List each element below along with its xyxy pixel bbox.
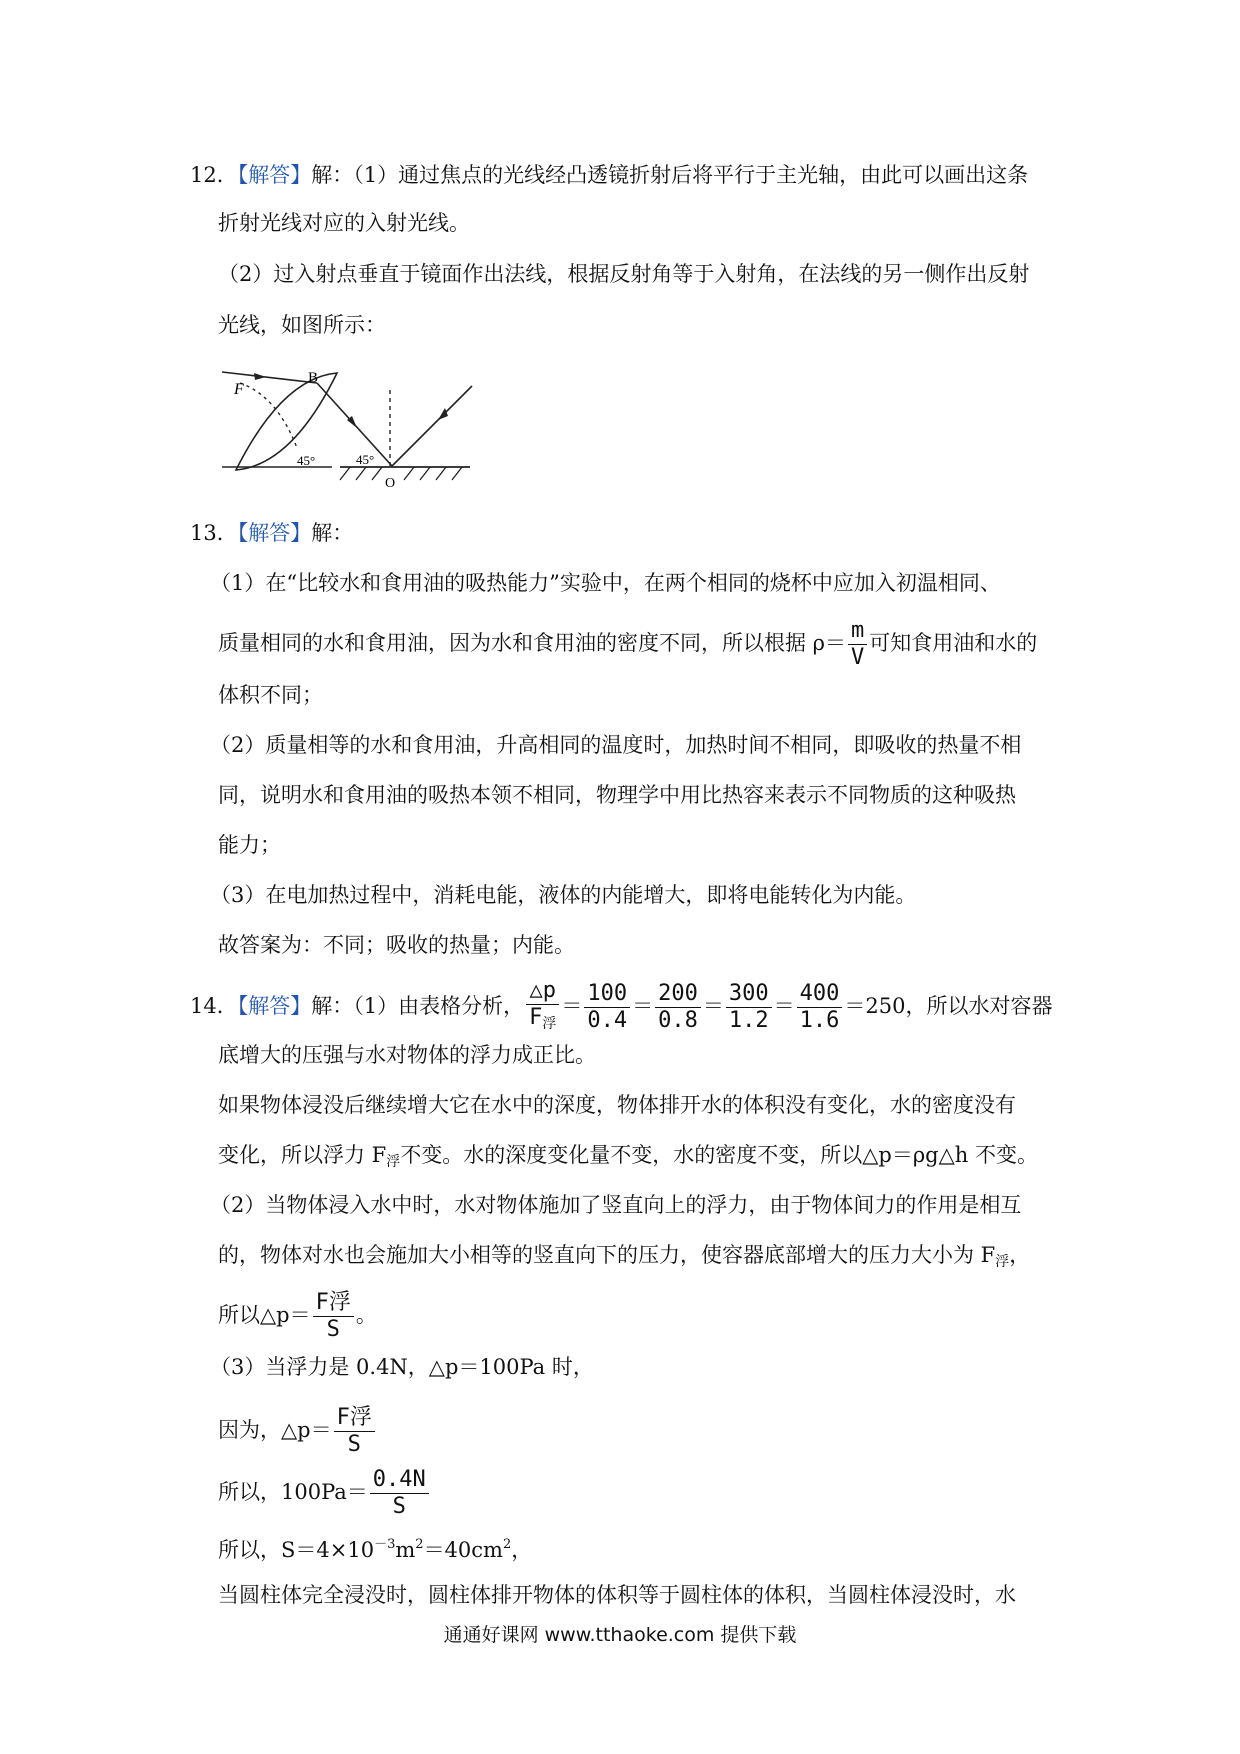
exponent-3: 2 bbox=[502, 1537, 512, 1552]
fraction-denominator: S bbox=[326, 1317, 340, 1342]
q14-line4-text-b: 不变。水的深度变化量不变，水的密度不变，所以△p＝ρg△h 不变。 bbox=[400, 1143, 1038, 1167]
q12-text: 解：（1）通过焦点的光线经凸透镜折射后将平行于主光轴，由此可以画出这条 bbox=[311, 163, 1029, 187]
q12-line2: 折射光线对应的入射光线。 bbox=[218, 211, 470, 235]
label-o: O bbox=[385, 476, 396, 488]
equals-sign: ＝ bbox=[702, 994, 724, 1018]
ratio-fraction-2 bbox=[655, 981, 701, 1034]
buoyancy-area-fraction-2 bbox=[334, 1405, 375, 1458]
label-b: B bbox=[308, 370, 319, 386]
q13-line7: （3）在电加热过程中，消耗电能，液体的内能增大，即将电能转化为内能。 bbox=[210, 883, 917, 907]
q13-line2 bbox=[218, 618, 1037, 671]
ratio-numerator: 400 bbox=[797, 981, 843, 1008]
fraction-numerator: F浮 bbox=[334, 1405, 375, 1432]
q14-number: 14． bbox=[190, 994, 238, 1018]
ratio-fraction-3 bbox=[726, 981, 772, 1034]
buoyancy-area-fraction bbox=[313, 1290, 354, 1343]
ratio-numerator: 100 bbox=[584, 981, 630, 1008]
q14-line1 bbox=[190, 978, 1052, 1037]
q14-line4-text-a: 变化，所以浮力 F bbox=[218, 1143, 387, 1167]
ratio-denominator: 1.2 bbox=[728, 1008, 769, 1033]
fraction-denominator: S bbox=[347, 1432, 361, 1457]
q13-answer-tag: 【解答】 bbox=[237, 521, 312, 545]
q13-line2-text-a: 质量相同的水和食用油，因为水和食用油的密度不同，所以根据 ρ＝ bbox=[218, 631, 847, 655]
q14-line12: 当圆柱体完全浸没时，圆柱体排开物体的体积等于圆柱体的体积，当圆柱体浸没时，水 bbox=[218, 1583, 1016, 1607]
angle-label-1: 45° bbox=[297, 453, 316, 468]
angle-label-2: 45° bbox=[356, 452, 375, 467]
q14-line8: （3）当浮力是 0.4N，△p＝100Pa 时， bbox=[210, 1355, 594, 1379]
q13-line3: 体积不同； bbox=[218, 683, 323, 707]
mirror-diagram bbox=[308, 370, 472, 488]
q14-line7-text-a: 所以△p＝ bbox=[218, 1303, 311, 1327]
q14-line9 bbox=[218, 1405, 377, 1458]
q14-line1-text-a: 解：（1）由表格分析， bbox=[311, 994, 525, 1018]
q12-number: 12． bbox=[190, 163, 238, 187]
q14-line2: 底增大的压强与水对物体的浮力成正比。 bbox=[218, 1043, 596, 1067]
fraction-numerator: 0.4N bbox=[370, 1467, 429, 1494]
q14-line1-text-b: ＝250，所以水对容器 bbox=[844, 994, 1053, 1018]
q14-line7 bbox=[218, 1290, 377, 1343]
q12-line1 bbox=[190, 160, 1028, 190]
q14-line6-text-b: ， bbox=[1009, 1243, 1031, 1267]
q14-line6 bbox=[218, 1240, 1030, 1277]
q14-line6-sub: 浮 bbox=[995, 1254, 1010, 1270]
force-area-fraction bbox=[370, 1467, 429, 1520]
ratio-denominator: 0.4 bbox=[587, 1008, 628, 1033]
q14-line11-text-b: m bbox=[395, 1538, 416, 1562]
pressure-buoyancy-fraction bbox=[526, 978, 559, 1037]
ratio-numerator: 200 bbox=[655, 981, 701, 1008]
incident-ray-arrow bbox=[254, 373, 266, 380]
mirror-hatching bbox=[340, 467, 462, 480]
fraction-numerator: F浮 bbox=[313, 1290, 354, 1317]
label-f: F bbox=[234, 381, 244, 398]
q14-line10-text: 所以，100Pa＝ bbox=[218, 1480, 368, 1504]
density-fraction bbox=[848, 618, 867, 671]
q14-line4-sub: 浮 bbox=[386, 1154, 401, 1170]
fraction-denominator: S bbox=[392, 1494, 406, 1519]
exponent-2: 2 bbox=[415, 1537, 424, 1552]
reflected-ray-arrow bbox=[438, 408, 448, 420]
q12-line4: 光线，如图所示： bbox=[218, 313, 386, 337]
q13-intro: 解： bbox=[311, 521, 354, 545]
q13-line1: （1）在“比较水和食用油的吸热能力”实验中，在两个相同的烧杯中应加入初温相同、 bbox=[210, 571, 1001, 595]
q14-line10 bbox=[218, 1467, 431, 1520]
ratio-denominator: 0.8 bbox=[658, 1008, 698, 1033]
q13-line5: 同，说明水和食用油的吸热本领不相同，物理学中用比热容来表示不同物质的这种吸热 bbox=[218, 783, 1016, 807]
q14-line5: （2）当物体浸入水中时，水对物体施加了竖直向上的浮力，由于物体间力的作用是相互 bbox=[210, 1193, 1022, 1217]
q14-line11 bbox=[218, 1530, 532, 1565]
dashed-focus-line bbox=[240, 383, 297, 448]
fraction-denominator-f: F bbox=[529, 1005, 543, 1030]
fraction-denominator bbox=[526, 1005, 559, 1037]
q14-line11-text-c: ＝40cm bbox=[423, 1538, 503, 1562]
q13-line4: （2）质量相等的水和食用油，升高相同的温度时，加热时间不相同，即吸收的热量不相 bbox=[210, 733, 1022, 757]
q13-number: 13． bbox=[190, 521, 238, 545]
fraction-denominator-sub: 浮 bbox=[542, 1016, 557, 1032]
q13-answer: 故答案为：不同；吸收的热量；内能。 bbox=[218, 933, 575, 957]
ratio-fraction-1 bbox=[584, 981, 630, 1034]
q14-line6-text-a: 的，物体对水也会施加大小相等的竖直向下的压力，使容器底部增大的压力大小为 F bbox=[218, 1243, 996, 1267]
equals-sign: ＝ bbox=[632, 994, 654, 1018]
q14-line4 bbox=[218, 1140, 1038, 1177]
q14-line11-text-a: 所以，S＝4×10 bbox=[218, 1538, 375, 1562]
ratio-denominator: 1.6 bbox=[799, 1008, 840, 1033]
q14-line11-text-d: ， bbox=[511, 1538, 533, 1562]
q14-line3: 如果物体浸没后继续增大它在水中的深度，物体排开水的体积没有变化，水的密度没有 bbox=[218, 1093, 1016, 1117]
q14-line9-text: 因为，△p＝ bbox=[218, 1418, 332, 1442]
equals-sign: ＝ bbox=[773, 994, 795, 1018]
q12-line3: （2）过入射点垂直于镜面作出法线，根据反射角等于入射角，在法线的另一侧作出反射 bbox=[218, 262, 1030, 286]
density-denominator: V bbox=[851, 645, 865, 670]
density-numerator: m bbox=[848, 618, 867, 645]
optics-diagram bbox=[222, 368, 522, 488]
ratio-numerator: 300 bbox=[726, 981, 772, 1008]
q14-line7-text-b: 。 bbox=[355, 1303, 377, 1327]
reflected-ray bbox=[392, 386, 472, 466]
equals-sign: ＝ bbox=[561, 994, 583, 1018]
q12-answer-tag: 【解答】 bbox=[237, 163, 312, 187]
q14-answer-tag: 【解答】 bbox=[237, 994, 312, 1018]
q13-line6: 能力； bbox=[218, 833, 281, 857]
ratio-fraction-4 bbox=[797, 981, 843, 1034]
fraction-numerator: △p bbox=[526, 978, 559, 1005]
exponent-1: －3 bbox=[374, 1537, 396, 1552]
page-footer: 通通好课网 www.tthaoke.com 提供下载 bbox=[443, 1624, 797, 1646]
q13-line2-text-b: 可知食用油和水的 bbox=[869, 631, 1038, 655]
q13-line-head bbox=[190, 518, 353, 548]
